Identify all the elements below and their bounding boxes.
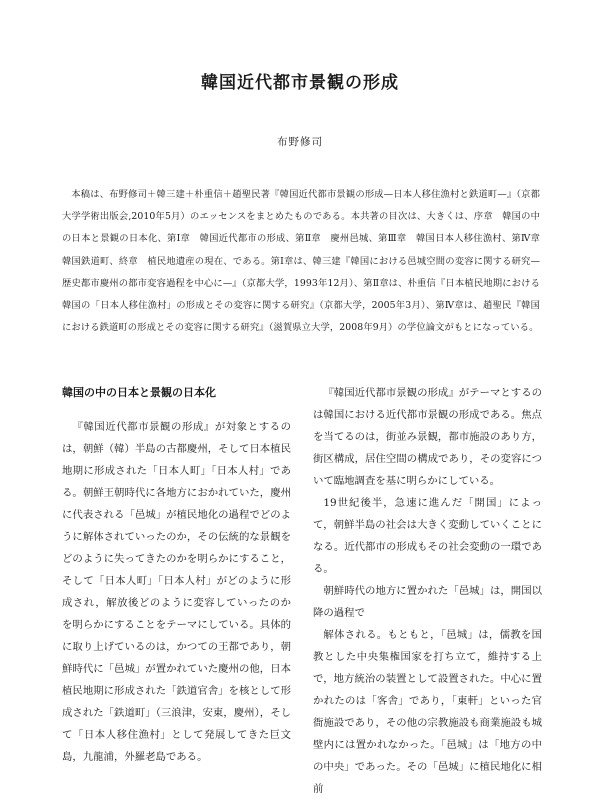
body-paragraph: 解体される。もともと，「邑城」は，儒教を国教とした中央集権国家を打ち立て，維持する上で，地方統治の装置として設置された。中心に置かれたのは「客舎」であり，「東軒」といった官衙施設であり，その他の宗教施設も商業施設も城壁内には置かれなかった。「邑城」は「地方の中の中央」であった。その「邑城」に植民地化に相前 bbox=[313, 629, 542, 795]
section-heading: 韓国の中の日本と景観の日本化 bbox=[62, 386, 216, 399]
paper-title: 韓国近代都市景観の形成 bbox=[201, 73, 399, 93]
left-column bbox=[62, 382, 291, 768]
abstract-paragraph: 本稿は、布野修司＋韓三建＋朴重信＋趙聖民著『韓国近代都市景観の形成—日本人移住漁村と鉄道町—』（京都大学学術出版会,2010年5月）のエッセンスをまとめたものである。本共著の目次は、大きくは、序章 韓国の中の日本と景観の日本化、第Ⅰ章 韓国近代都市の形成、第Ⅱ章 慶州邑城、第Ⅲ章 韓国日本人移住漁村、第Ⅳ章 韓国鉄道町、終章 植民地遺産の現在、である。第Ⅰ章は、韓三建『韓国における邑城空間の変容に関する研究—歴史都市慶州の都市変容過程を中心に—』（京都大学，1993年12月）、第Ⅱ章は、朴重信『日本植民地期における韓国の「日本人移住漁村」の形成とその変容に関する研究』（京都大学，2005年3月）、第Ⅳ章は、趙聖民『韓国における鉄道町の形成とその変容に関する研究』（滋賀県立大学，2008年9月）の学位論文がもとになっている。 bbox=[62, 189, 550, 334]
body-paragraph: 19世紀後半，急速に進んだ「開国」によって，朝鮮半島の社会は大きく変動していくことになる。近代都市の形成もその社会変動の一環である。 bbox=[313, 497, 542, 575]
body-paragraph: 『韓国近代都市景観の形成』がテーマとするのは韓国における近代都市景観の形成である。焦点を当てるのは，街並み景観，都市施設のあり方，街区構成，居住空間の構成であり，その変容について臨地調査を基に明らかにしている。 bbox=[313, 387, 542, 487]
author-name: 布野修司 bbox=[277, 136, 323, 148]
right-column bbox=[313, 382, 542, 800]
body-paragraph: 朝鮮時代の地方に置かれた「邑城」は，開国以降の過程で bbox=[313, 585, 542, 619]
body-paragraph: 『韓国近代都市景観の形成』が対象とするのは，朝鮮（韓）半島の古都慶州，そして日本植民地期に形成された「日本人町」「日本人村」である。朝鮮王朝時代に各地方におかれていた，慶州に代表される「邑城」が植民地化の過程でどのように解体されていったのか，その伝統的な景観をどのように失ってきたのかを明らかにすること，そして「日本人町」「日本人村」がどのように形成され，解放後どのように変容していったのかを明らかにすることをテーマにしている。具体的に取り上げているのは，かつての王都であり，朝鮮時代に「邑城」が置かれていた慶州の他，日本植民地期に形成された「鉄道官舎」を核として形成された「鉄道町」（三浪津，安東，慶州），そして「日本人移住漁村」として発展してきた巨文島，九龍浦，外羅老島である。 bbox=[62, 421, 291, 763]
